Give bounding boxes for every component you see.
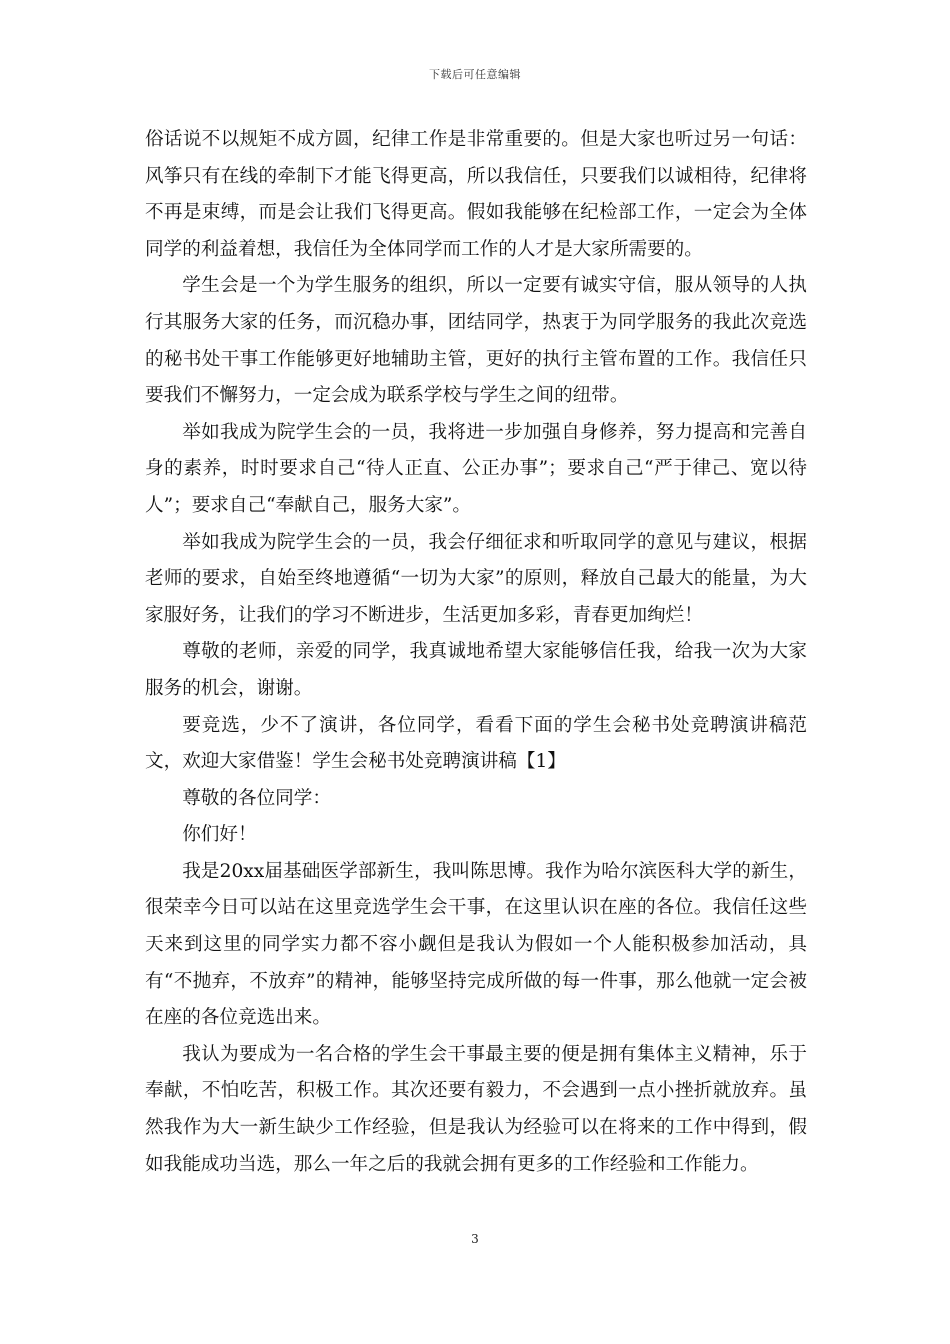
paragraph-6: 要竞选，少不了演讲，各位同学，看看下面的学生会秘书处竞聘演讲稿范文，欢迎大家借鉴！学生会秘书处竞聘演讲稿【1】 (145, 714, 807, 773)
paragraph-2: 学生会是一个为学生服务的组织，所以一定要有诚实守信，服从领导的人执行其服务大家的任务，而沉稳办事，团结同学，热衷于为同学服务的我此次竞选的秘书处干事工作能够更好地辅助主管，更好的执行主管布置的工作。我信任只要我们不懈努力，一定会成为联系学校与学生之间的纽带。 (145, 275, 807, 407)
paragraph-1: 俗话说不以规矩不成方圆，纪律工作是非常重要的。但是大家也听过另一句话：风筝只有在线的牵制下才能飞得更高，所以我信任，只要我们以诚相待，纪律将不再是束缚，而是会让我们飞得更高。假如我能够在纪检部工作，一定会为全体同学的利益着想，我信任为全体同学而工作的人才是大家所需要的。 (145, 129, 807, 260)
paragraph-salutation: 尊敬的各位同学： (182, 787, 331, 809)
page-number: 3 (471, 1232, 479, 1246)
paragraph-3: 举如我成为院学生会的一员，我将进一步加强自身修养，努力提高和完善自身的素养，时时要求自己“待人正直、公正办事”；要求自己“严于律己、宽以待人”；要求自己“奉献自己，服务大家”。 (145, 421, 807, 516)
paragraph-5: 尊敬的老师，亲爱的同学，我真诚地希望大家能够信任我，给我一次为大家服务的机会，谢谢。 (145, 641, 807, 699)
paragraph-9: 我是20xx届基础医学部新生，我叫陈思博。我作为哈尔滨医科大学的新生，很荣幸今日可以站在这里竞选学生会干事，在这里认识在座的各位。我信任这些天来到这里的同学实力都不容小觑但是我认为假如一个人能积极参加活动，具有“不抛弃，不放弃”的精神，能够坚持完成所做的每一件事，那么他就一定会被在座的各位竞选出来。 (145, 860, 807, 1029)
paragraph-4: 举如我成为院学生会的一员，我会仔细征求和听取同学的意见与建议，根据老师的要求，自始至终地遵循“一切为大家”的原则，释放自己最大的能量，为大家服好务，让我们的学习不断进步，生活更加多彩，青春更加绚烂！ (145, 531, 807, 626)
paragraph-greeting: 你们好！ (182, 824, 257, 846)
page-header-note: 下载后可任意编辑 (429, 68, 521, 81)
paragraph-10: 我认为要成为一名合格的学生会干事最主要的便是拥有集体主义精神，乐于奉献，不怕吃苦，积极工作。其次还要有毅力，不会遇到一点小挫折就放弃。虽然我作为大一新生缺少工作经验，但是我认为经验可以在将来的工作中得到，假如我能成功当选，那么一年之后的我就会拥有更多的工作经验和工作能力。 (145, 1043, 807, 1175)
document-body (145, 122, 807, 1183)
